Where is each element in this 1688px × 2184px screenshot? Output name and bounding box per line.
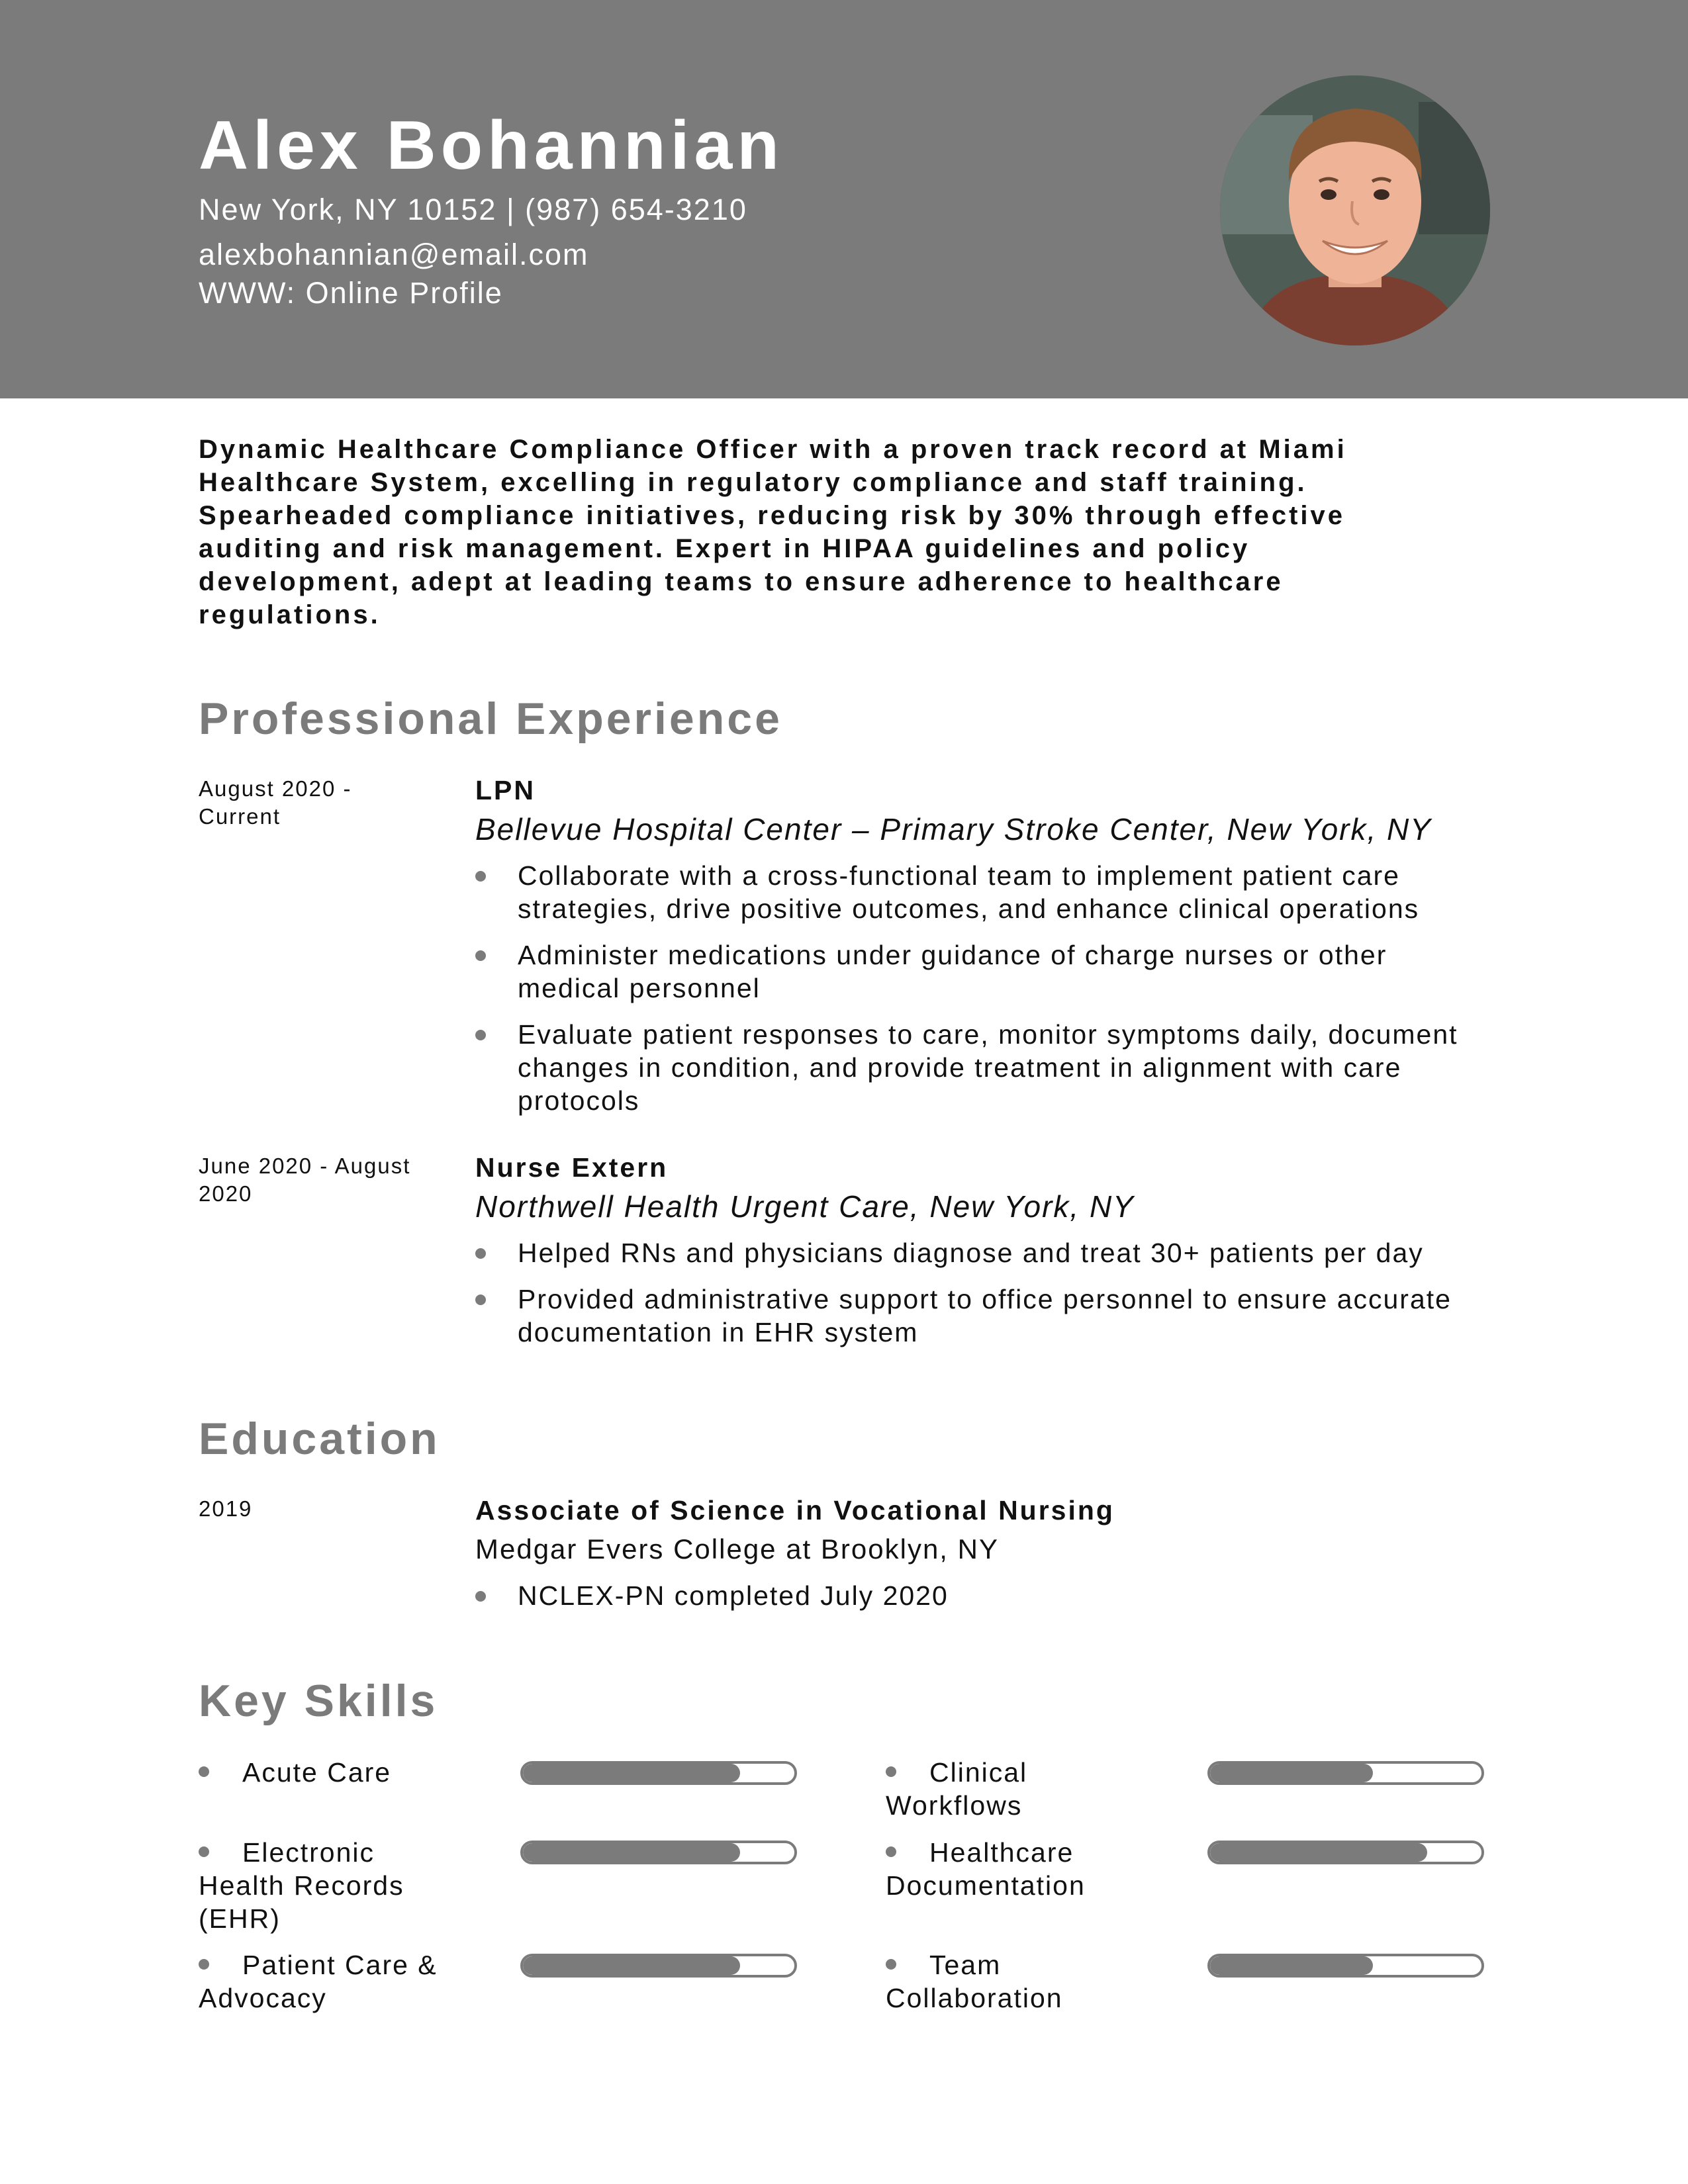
job-dates: August 2020 - Current — [199, 776, 352, 829]
skill-level-fill — [1210, 1843, 1427, 1862]
degree-title: Associate of Science in Vocational Nursing — [475, 1495, 1115, 1525]
bullet-icon — [886, 1766, 896, 1777]
candidate-name: Alex Bohannian — [199, 107, 784, 184]
job-title: Nurse Extern — [475, 1152, 669, 1183]
list-item: NCLEX-PN completed July 2020 — [475, 1579, 1468, 1612]
skill-label: Healthcare Documentation — [886, 1837, 1086, 1901]
header-banner — [0, 0, 1688, 398]
skill-label: Electronic Health Records (EHR) — [199, 1837, 404, 1934]
skill-label: Acute Care — [199, 1756, 463, 1789]
school-name: Medgar Evers College at Brooklyn, NY — [475, 1533, 999, 1565]
job-dates: June 2020 - August 2020 — [199, 1154, 411, 1206]
list-item: Administer medications under guidance of charge nurses or other medical personnel — [475, 938, 1468, 1005]
education-bullet-list — [475, 1579, 1468, 1625]
skill-level-fill — [523, 1956, 740, 1975]
skill-label: Patient Care & Advocacy — [199, 1950, 438, 2013]
skill-level-bar — [520, 1761, 797, 1785]
location-phone: New York, NY 10152 | (987) 654-3210 — [199, 193, 747, 226]
skill-level-bar — [1207, 1841, 1484, 1864]
experience-heading: Professional Experience — [199, 694, 782, 744]
skill-level-bar — [1207, 1954, 1484, 1978]
list-item: Collaborate with a cross-functional team to implement patient care strategies, drive positive outcomes, and enhance clinical operations — [475, 859, 1468, 925]
list-item: Provided administrative support to office personnel to ensure accurate documentation in EHR system — [475, 1283, 1468, 1349]
skill-label: Clinical Workflows — [886, 1757, 1028, 1821]
job-bullet-list — [475, 859, 1468, 1130]
skill-level-fill — [1210, 1956, 1373, 1975]
skill-level-bar — [520, 1841, 797, 1864]
skill-level-fill — [1210, 1764, 1373, 1782]
job-bullet-list — [475, 1236, 1468, 1362]
bullet-icon — [886, 1846, 896, 1857]
job-organization: Bellevue Hospital Center – Primary Stroke Center, New York, NY — [475, 812, 1432, 846]
skills-heading: Key Skills — [199, 1676, 438, 1726]
bullet-icon — [199, 1766, 209, 1777]
skill-level-fill — [523, 1843, 740, 1862]
bullet-icon — [199, 1959, 209, 1970]
bullet-icon — [886, 1959, 896, 1970]
skill-level-bar — [1207, 1761, 1484, 1785]
job-title: LPN — [475, 775, 536, 805]
website-link[interactable]: WWW: Online Profile — [199, 276, 503, 310]
portrait-image — [1220, 75, 1490, 345]
list-item: Helped RNs and physicians diagnose and treat 30+ patients per day — [475, 1236, 1468, 1269]
job-organization: Northwell Health Urgent Care, New York, NY — [475, 1189, 1135, 1224]
skill-level-fill — [523, 1764, 740, 1782]
education-heading: Education — [199, 1414, 440, 1464]
skill-label: Team Collaboration — [886, 1950, 1063, 2013]
professional-summary: Dynamic Healthcare Compliance Officer with a proven track record at Miami Healthcare System, excelling in regulatory compliance and staff training. Spearheaded compliance initiatives, reducing risk by 30% through effective auditing and risk management. Expert in HIPAA guidelines and policy development, adept at leading teams to ensure adherence to healthcare regulations. — [199, 435, 1347, 629]
profile-photo — [1220, 75, 1490, 345]
bullet-icon — [199, 1846, 209, 1857]
list-item: Evaluate patient responses to care, monitor symptoms daily, document changes in condition, and provide treatment in alignment with care protocols — [475, 1018, 1468, 1117]
education-year: 2019 — [199, 1496, 253, 1521]
email-link[interactable]: alexbohannian@email.com — [199, 238, 589, 271]
skill-level-bar — [520, 1954, 797, 1978]
